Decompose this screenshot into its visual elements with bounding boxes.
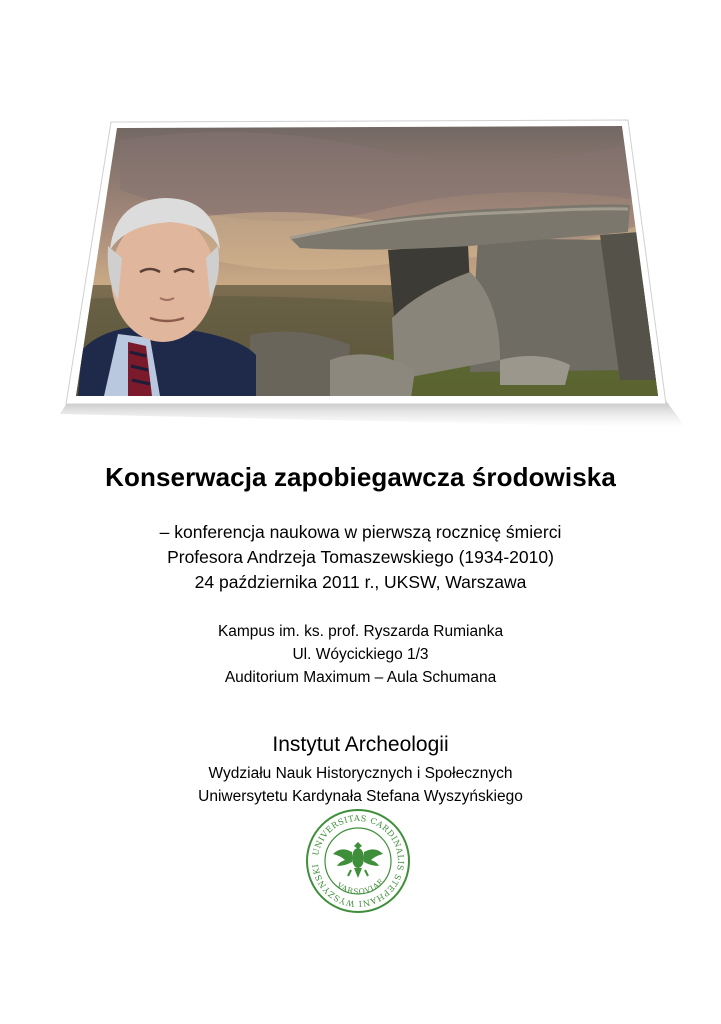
venue-info bbox=[0, 620, 721, 689]
venue-line: Ul. Wóycickiego 1/3 bbox=[292, 646, 429, 663]
svg-text:VARSOVIAE: VARSOVIAE bbox=[335, 876, 387, 897]
svg-text:UNIVERSITAS CARDINALIS STEPHAN: UNIVERSITAS CARDINALIS STEPHANI WYSZYNSKI bbox=[310, 812, 407, 910]
subtitle-line: 24 października 2011 r., UKSW, Warszawa bbox=[194, 572, 527, 592]
university-seal-logo bbox=[305, 808, 411, 914]
venue-line: Auditorium Maximum – Aula Schumana bbox=[224, 669, 497, 686]
venue-line: Kampus im. ks. prof. Ryszarda Rumianka bbox=[217, 623, 504, 640]
faculty-line: Uniwersytetu Kardynała Stefana Wyszyńskiego bbox=[198, 788, 523, 805]
conference-title: Konserwacja zapobiegawcza środowiska bbox=[105, 462, 616, 492]
faculty-line: Wydziału Nauk Historycznych i Społecznych bbox=[208, 765, 513, 782]
faculty-info bbox=[0, 762, 721, 808]
conference-subtitle bbox=[0, 520, 721, 595]
header-photo bbox=[0, 0, 721, 440]
institute-name: Instytut Archeologii bbox=[272, 733, 449, 756]
subtitle-line: – konferencja naukowa w pierwszą rocznicę śmierci bbox=[159, 522, 562, 542]
subtitle-line: Profesora Andrzeja Tomaszewskiego (1934-2010) bbox=[167, 547, 554, 567]
